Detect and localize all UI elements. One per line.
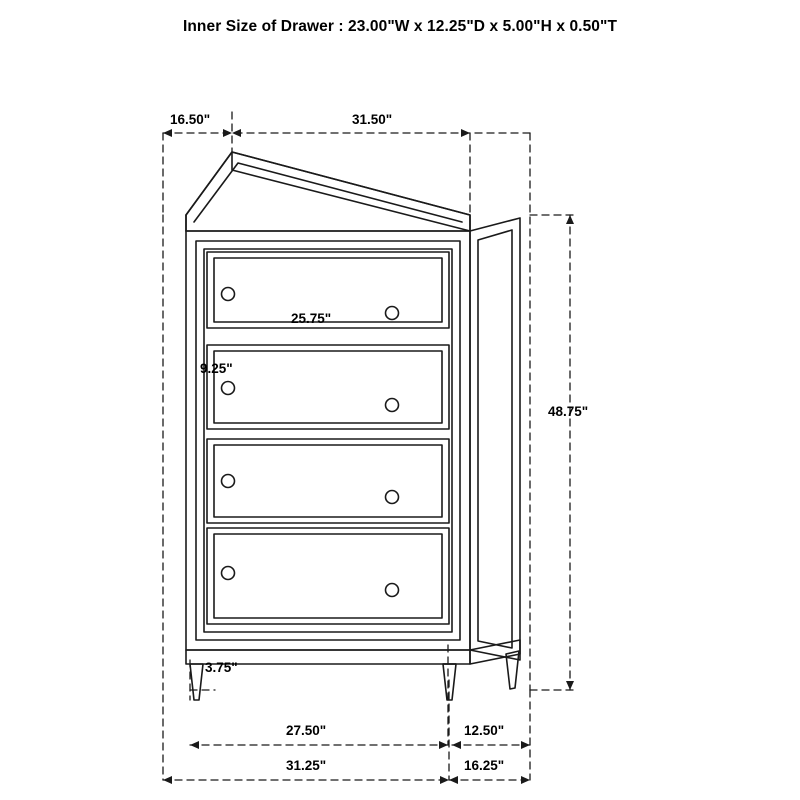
chest-side-panel: [470, 218, 520, 660]
dimension-label-overall-width: 31.25": [286, 758, 327, 773]
dimension-label-base-width: 27.50": [286, 723, 327, 738]
dimension-label-base-depth: 12.50": [464, 723, 505, 738]
drawer-2: [207, 345, 449, 429]
dimension-label-overall-height: 48.75": [548, 404, 589, 419]
page-title: Inner Size of Drawer : 23.00"W x 12.25"D x 5.00"H x 0.50"T: [182, 18, 618, 35]
drawer-4: [207, 528, 449, 624]
dimension-label-overall-depth: 16.25": [464, 758, 505, 773]
dimension-label-depth-top: 16.50": [170, 112, 211, 127]
dimension-label-drawer-front-height: 9.25": [200, 361, 233, 376]
dimension-label-leg-height: 3.75": [205, 660, 238, 675]
dimension-label-width-top: 31.50": [352, 112, 393, 127]
drawer-knobs: [222, 288, 399, 597]
dimension-label-drawer-front-width: 25.75": [291, 311, 332, 326]
drawer-3: [207, 439, 449, 523]
chest-front-frame: [186, 231, 470, 650]
chest-top: [186, 152, 470, 231]
